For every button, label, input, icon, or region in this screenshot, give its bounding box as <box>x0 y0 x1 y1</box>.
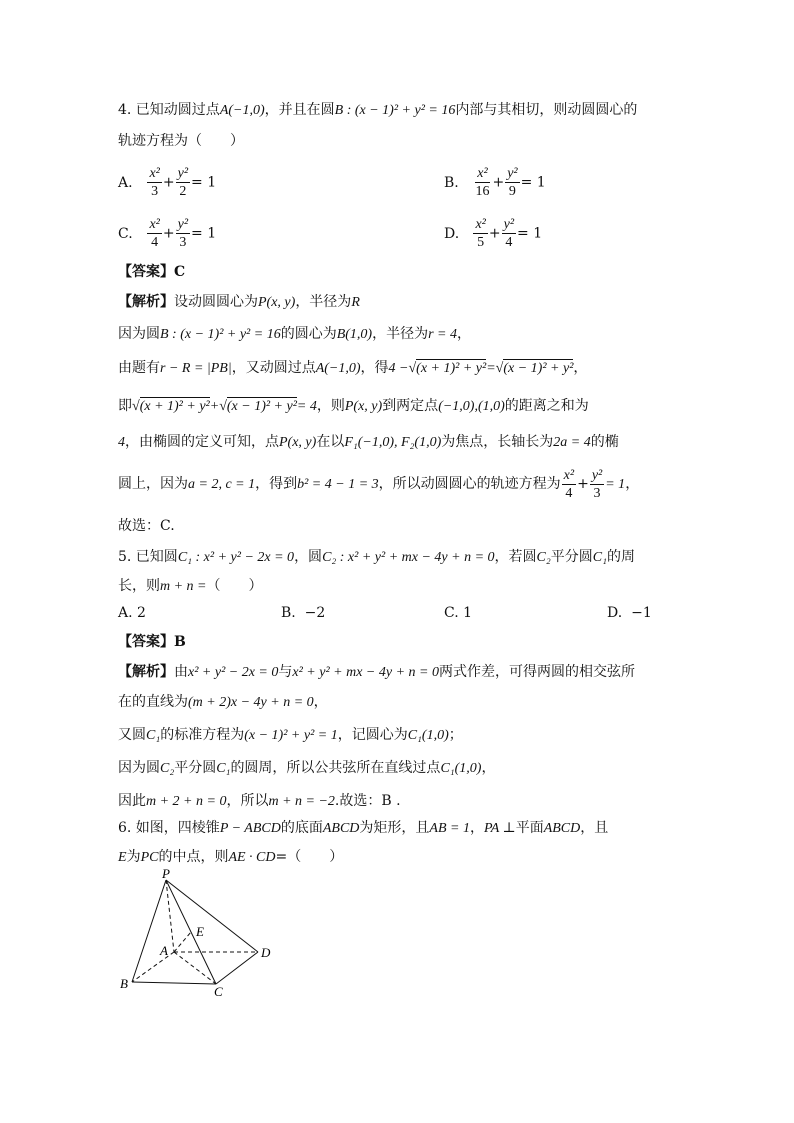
denominator: 4 <box>151 235 159 250</box>
option-label: C. <box>118 225 133 242</box>
q4-option-b[interactable]: B. $\frac{\text{x²}}{16}$ + $\frac{\text{y²}}{9}$ = 1 <box>444 166 546 199</box>
text: 平分圆 <box>550 549 593 565</box>
sqrt-expression: √(x − 1)² + y² <box>219 399 297 414</box>
text: ， <box>469 820 484 836</box>
text: =（ ） <box>275 849 344 865</box>
math: P − ABCD <box>219 821 281 836</box>
math: 4 − <box>388 361 409 376</box>
q4-solution-line7: 故选：C. <box>118 518 175 534</box>
numerator: x² <box>149 217 160 232</box>
text: ，则 <box>316 398 345 414</box>
text: 为矩形，且 <box>359 820 430 836</box>
q5-stem-line2 <box>118 576 263 597</box>
text: ， <box>481 760 496 776</box>
math: C₁(1,0) <box>440 761 482 776</box>
text: 在的直线为 <box>118 694 188 710</box>
sqrt-expression: √(x − 1)² + y² <box>495 361 574 376</box>
sqrt-expression: √(x + 1)² + y² <box>132 399 210 414</box>
fraction <box>473 216 487 251</box>
text: ，所以 <box>226 793 269 809</box>
text: ，圆 <box>294 549 323 565</box>
math: 4 <box>118 435 125 450</box>
text: 长，则 <box>118 578 160 594</box>
numerator: y² <box>507 166 518 181</box>
q4-stem-text-2: ，并且在圆 <box>264 102 335 118</box>
fraction <box>147 216 161 251</box>
label-c: C <box>214 984 223 996</box>
math: (x − 1)² + y² = 1 <box>244 728 338 743</box>
math: m + n = −2 <box>268 794 335 809</box>
label-p: P <box>162 866 170 881</box>
fraction <box>176 216 190 251</box>
denominator: 16 <box>475 184 490 199</box>
q4-stem-line1 <box>118 100 637 121</box>
math: x² + y² + mx − 4y + n = 0 <box>292 665 439 680</box>
text: 平分圆 <box>174 760 217 776</box>
text: ，由椭圆的定义可知，点 <box>125 434 279 450</box>
solution-tag: 【解析】 <box>118 664 174 680</box>
math: (−1,0),(1,0) <box>438 399 505 414</box>
math: P(x, y) <box>344 399 383 414</box>
math: ABCD <box>322 821 360 836</box>
denominator: 4 <box>505 235 513 250</box>
math: C₁(1,0) <box>407 728 449 743</box>
vector-dot-product: AE · CD <box>228 850 276 865</box>
rhs: = 1 <box>191 225 217 242</box>
text: 的距离之和为 <box>504 398 589 414</box>
sqrt-body: (x − 1)² + y² <box>503 361 574 376</box>
text: ，又动圆过点 <box>231 360 316 376</box>
rhs: = 1 <box>517 225 543 242</box>
q5-stem-line1 <box>118 547 635 568</box>
math: C₂ : x² + y² + mx − 4y + n = 0 <box>322 550 495 565</box>
text: 由题有 <box>118 360 160 376</box>
text: ，记圆心为 <box>337 727 408 743</box>
q5-solution-line1 <box>118 662 635 683</box>
math: r = 4 <box>428 327 457 342</box>
q4-answer: 【答案】C <box>118 264 186 280</box>
denominator: 2 <box>179 184 187 199</box>
text: ，若圆 <box>494 549 537 565</box>
math: C₂ <box>536 550 551 565</box>
fraction <box>562 467 576 502</box>
text: ； <box>448 727 463 743</box>
text: 与 <box>278 664 293 680</box>
label-b: B <box>120 976 128 991</box>
text: （ ） <box>206 578 263 594</box>
sqrt-body: (x + 1)² + y² <box>139 399 210 414</box>
fraction <box>473 165 491 200</box>
numerator: y² <box>177 217 189 232</box>
edge-ae-hidden <box>174 932 191 952</box>
numerator: x² <box>477 166 488 181</box>
q4-stem-text: 4. 已知动圆过点 <box>118 102 220 118</box>
text: 又圆 <box>118 727 146 743</box>
numerator: y² <box>503 217 515 232</box>
edge-bc <box>132 982 216 984</box>
rhs: = 1 <box>520 174 546 191</box>
sqrt-expression: √(x + 1)² + y² <box>408 361 487 376</box>
text: 两式作差，可得两圆的相交弦所 <box>439 664 635 680</box>
label-d: D <box>261 945 271 960</box>
numerator: y² <box>177 166 189 181</box>
q4-solution-line6: 圆上，因为a = 2, c = 1，得到b² = 4 − 1 = 3，所以动圆圆心的轨迹方程为 $\frac{\text{x²}}{4}$ + $\frac{\text{y²}}{3}$ = 1， <box>118 467 640 501</box>
edge-pa-hidden <box>166 880 174 952</box>
numerator: y² <box>591 467 603 483</box>
q6-stem-line2 <box>118 847 343 868</box>
text: 因为圆 <box>118 326 160 342</box>
numerator: x² <box>149 166 160 181</box>
text: ，得到 <box>255 476 298 492</box>
text: 5. 已知圆 <box>118 549 178 565</box>
math: C₁ <box>592 550 607 565</box>
math: PA ⊥ <box>483 821 516 836</box>
q5-option-d[interactable] <box>607 603 652 623</box>
option-label: D. <box>444 225 460 242</box>
option-label: B. <box>281 605 296 621</box>
math: 2a = 4 <box>553 435 591 450</box>
numerator: x² <box>475 217 486 232</box>
text: 的圆周，所以公共弦所在直线过点 <box>230 760 441 776</box>
math: PC <box>140 850 159 865</box>
text: 的椭 <box>590 434 619 450</box>
q4-stem-line2: 轨迹方程为（ ） <box>118 133 244 149</box>
text: 由 <box>174 664 188 680</box>
fraction <box>505 165 519 200</box>
math: P(x, y) <box>258 295 296 310</box>
text: 的圆心为 <box>280 326 337 342</box>
text: 的周 <box>606 549 635 565</box>
q4-point-a: A(−1,0) <box>219 103 265 118</box>
text: 即 <box>118 398 132 414</box>
q5-answer: 【答案】B <box>118 634 186 650</box>
denominator: 9 <box>508 184 516 199</box>
fraction <box>147 165 161 200</box>
math: B(1,0) <box>336 327 373 342</box>
edge-ac-hidden <box>174 952 216 984</box>
q4-option-d[interactable]: D. $\frac{\text{x²}}{5}$ + $\frac{\text{y²}}{4}$ = 1 <box>444 217 543 250</box>
text: 的底面 <box>280 820 323 836</box>
math: = <box>486 361 496 376</box>
math: C₁ : x² + y² − 2x = 0 <box>177 550 295 565</box>
sqrt-body: (x + 1)² + y² <box>416 361 487 376</box>
q6-stem-line1 <box>118 818 608 839</box>
q4-solution-line4 <box>118 396 589 417</box>
option-label: D. <box>607 605 623 621</box>
text: .故选：B . <box>334 793 401 809</box>
text: 圆上，因为 <box>118 476 188 492</box>
sqrt-body: (x − 1)² + y² <box>226 399 297 414</box>
math: = 4 <box>296 399 317 414</box>
q4-solution-line2 <box>118 324 471 345</box>
fraction <box>590 467 604 502</box>
text: ，半径为 <box>372 326 429 342</box>
option-text: −1 <box>631 605 652 621</box>
math: R <box>351 295 360 310</box>
text: 平面 <box>515 820 544 836</box>
math: m + n = <box>160 579 207 594</box>
q4-option-c[interactable]: C. $\frac{\text{x²}}{4}$ + $\frac{\text{y²}}{3}$ = 1 <box>118 217 217 250</box>
q5-solution-line4 <box>118 758 495 779</box>
text: ，半径为 <box>295 294 352 310</box>
option-label: C. <box>444 605 459 621</box>
option-text: −2 <box>304 605 326 621</box>
q5-solution-line5 <box>118 791 401 812</box>
text: ， <box>313 694 328 710</box>
denominator: 3 <box>151 184 159 199</box>
math: B : (x − 1)² + y² = 16 <box>160 327 281 342</box>
math: (m + 2)x − 4y + n = 0 <box>188 695 314 710</box>
text: 设动圆圆心为 <box>174 294 258 310</box>
text: 6. 如图，四棱锥 <box>118 820 220 836</box>
edge-cd <box>216 952 258 984</box>
text: 到两定点 <box>382 398 439 414</box>
text: ，得 <box>360 360 389 376</box>
q5-option-a[interactable] <box>118 603 146 623</box>
math: x² + y² − 2x = 0 <box>188 665 279 680</box>
fraction <box>176 165 190 200</box>
rhs: = 1 <box>191 174 217 191</box>
math: + <box>209 399 220 414</box>
denominator: 3 <box>593 485 601 501</box>
text: 为 <box>126 849 141 865</box>
option-text: 1 <box>463 605 473 621</box>
solution-tag: 【解析】 <box>118 294 174 310</box>
math: ABCD <box>543 821 581 836</box>
text: ， <box>625 476 640 492</box>
edge-pb <box>132 880 166 982</box>
text: ， <box>573 360 588 376</box>
q4-stem-text-3: 内部与其相切，则动圆圆心的 <box>455 102 638 118</box>
denominator: 4 <box>565 485 573 501</box>
math: m + 2 + n = 0 <box>146 794 227 809</box>
math: E <box>118 850 127 865</box>
text: 的中点，则 <box>158 849 229 865</box>
text: ，且 <box>580 820 609 836</box>
option-label: A. <box>118 174 133 191</box>
label-a: A <box>160 943 168 958</box>
label-e: E <box>196 924 204 939</box>
text: 因为圆 <box>118 760 160 776</box>
q5-option-b[interactable] <box>281 603 325 623</box>
text: 为焦点，长轴长为 <box>441 434 554 450</box>
q4-solution-line3 <box>118 358 587 379</box>
text: ，所以动圆圆心的轨迹方程为 <box>378 476 561 492</box>
q4-option-a[interactable]: A. $\frac{\text{x²}}{3}$ + $\frac{\text{y²}}{2}$ = 1 <box>118 166 217 199</box>
text: 因此 <box>118 793 146 809</box>
math: P(x, y) <box>279 435 317 450</box>
option-text: 2 <box>137 605 146 621</box>
text: ， <box>457 326 471 342</box>
math: AB = 1 <box>429 821 470 836</box>
math: = 1 <box>605 477 626 492</box>
edge-pc <box>166 880 216 984</box>
math: r − R = |PB| <box>160 361 232 376</box>
text: 在以 <box>316 434 345 450</box>
edge-pd <box>166 880 258 952</box>
fraction <box>502 216 516 251</box>
q4-solution-line5 <box>118 432 619 453</box>
q5-option-c[interactable] <box>444 603 472 623</box>
option-label: A. <box>118 605 133 621</box>
math: a = 2, c = 1 <box>188 477 256 492</box>
q4-circle-b-eq: B : (x − 1)² + y² = 16 <box>334 103 456 118</box>
math: C₁ <box>216 761 231 776</box>
math: b² = 4 − 1 = 3 <box>297 477 379 492</box>
q4-solution-line1 <box>118 292 360 313</box>
numerator: x² <box>563 467 575 483</box>
math: F₁(−1,0), F₂(1,0) <box>344 435 442 450</box>
text: 的标准方程为 <box>160 727 245 743</box>
denominator: 5 <box>477 235 485 250</box>
q5-solution-line3 <box>118 725 463 746</box>
q5-solution-line2 <box>118 692 328 713</box>
math: C₁ <box>146 728 161 743</box>
denominator: 3 <box>179 235 187 250</box>
option-label: B. <box>444 174 459 191</box>
pyramid-figure <box>110 866 280 996</box>
math: C₂ <box>160 761 175 776</box>
math: A(−1,0) <box>315 361 361 376</box>
